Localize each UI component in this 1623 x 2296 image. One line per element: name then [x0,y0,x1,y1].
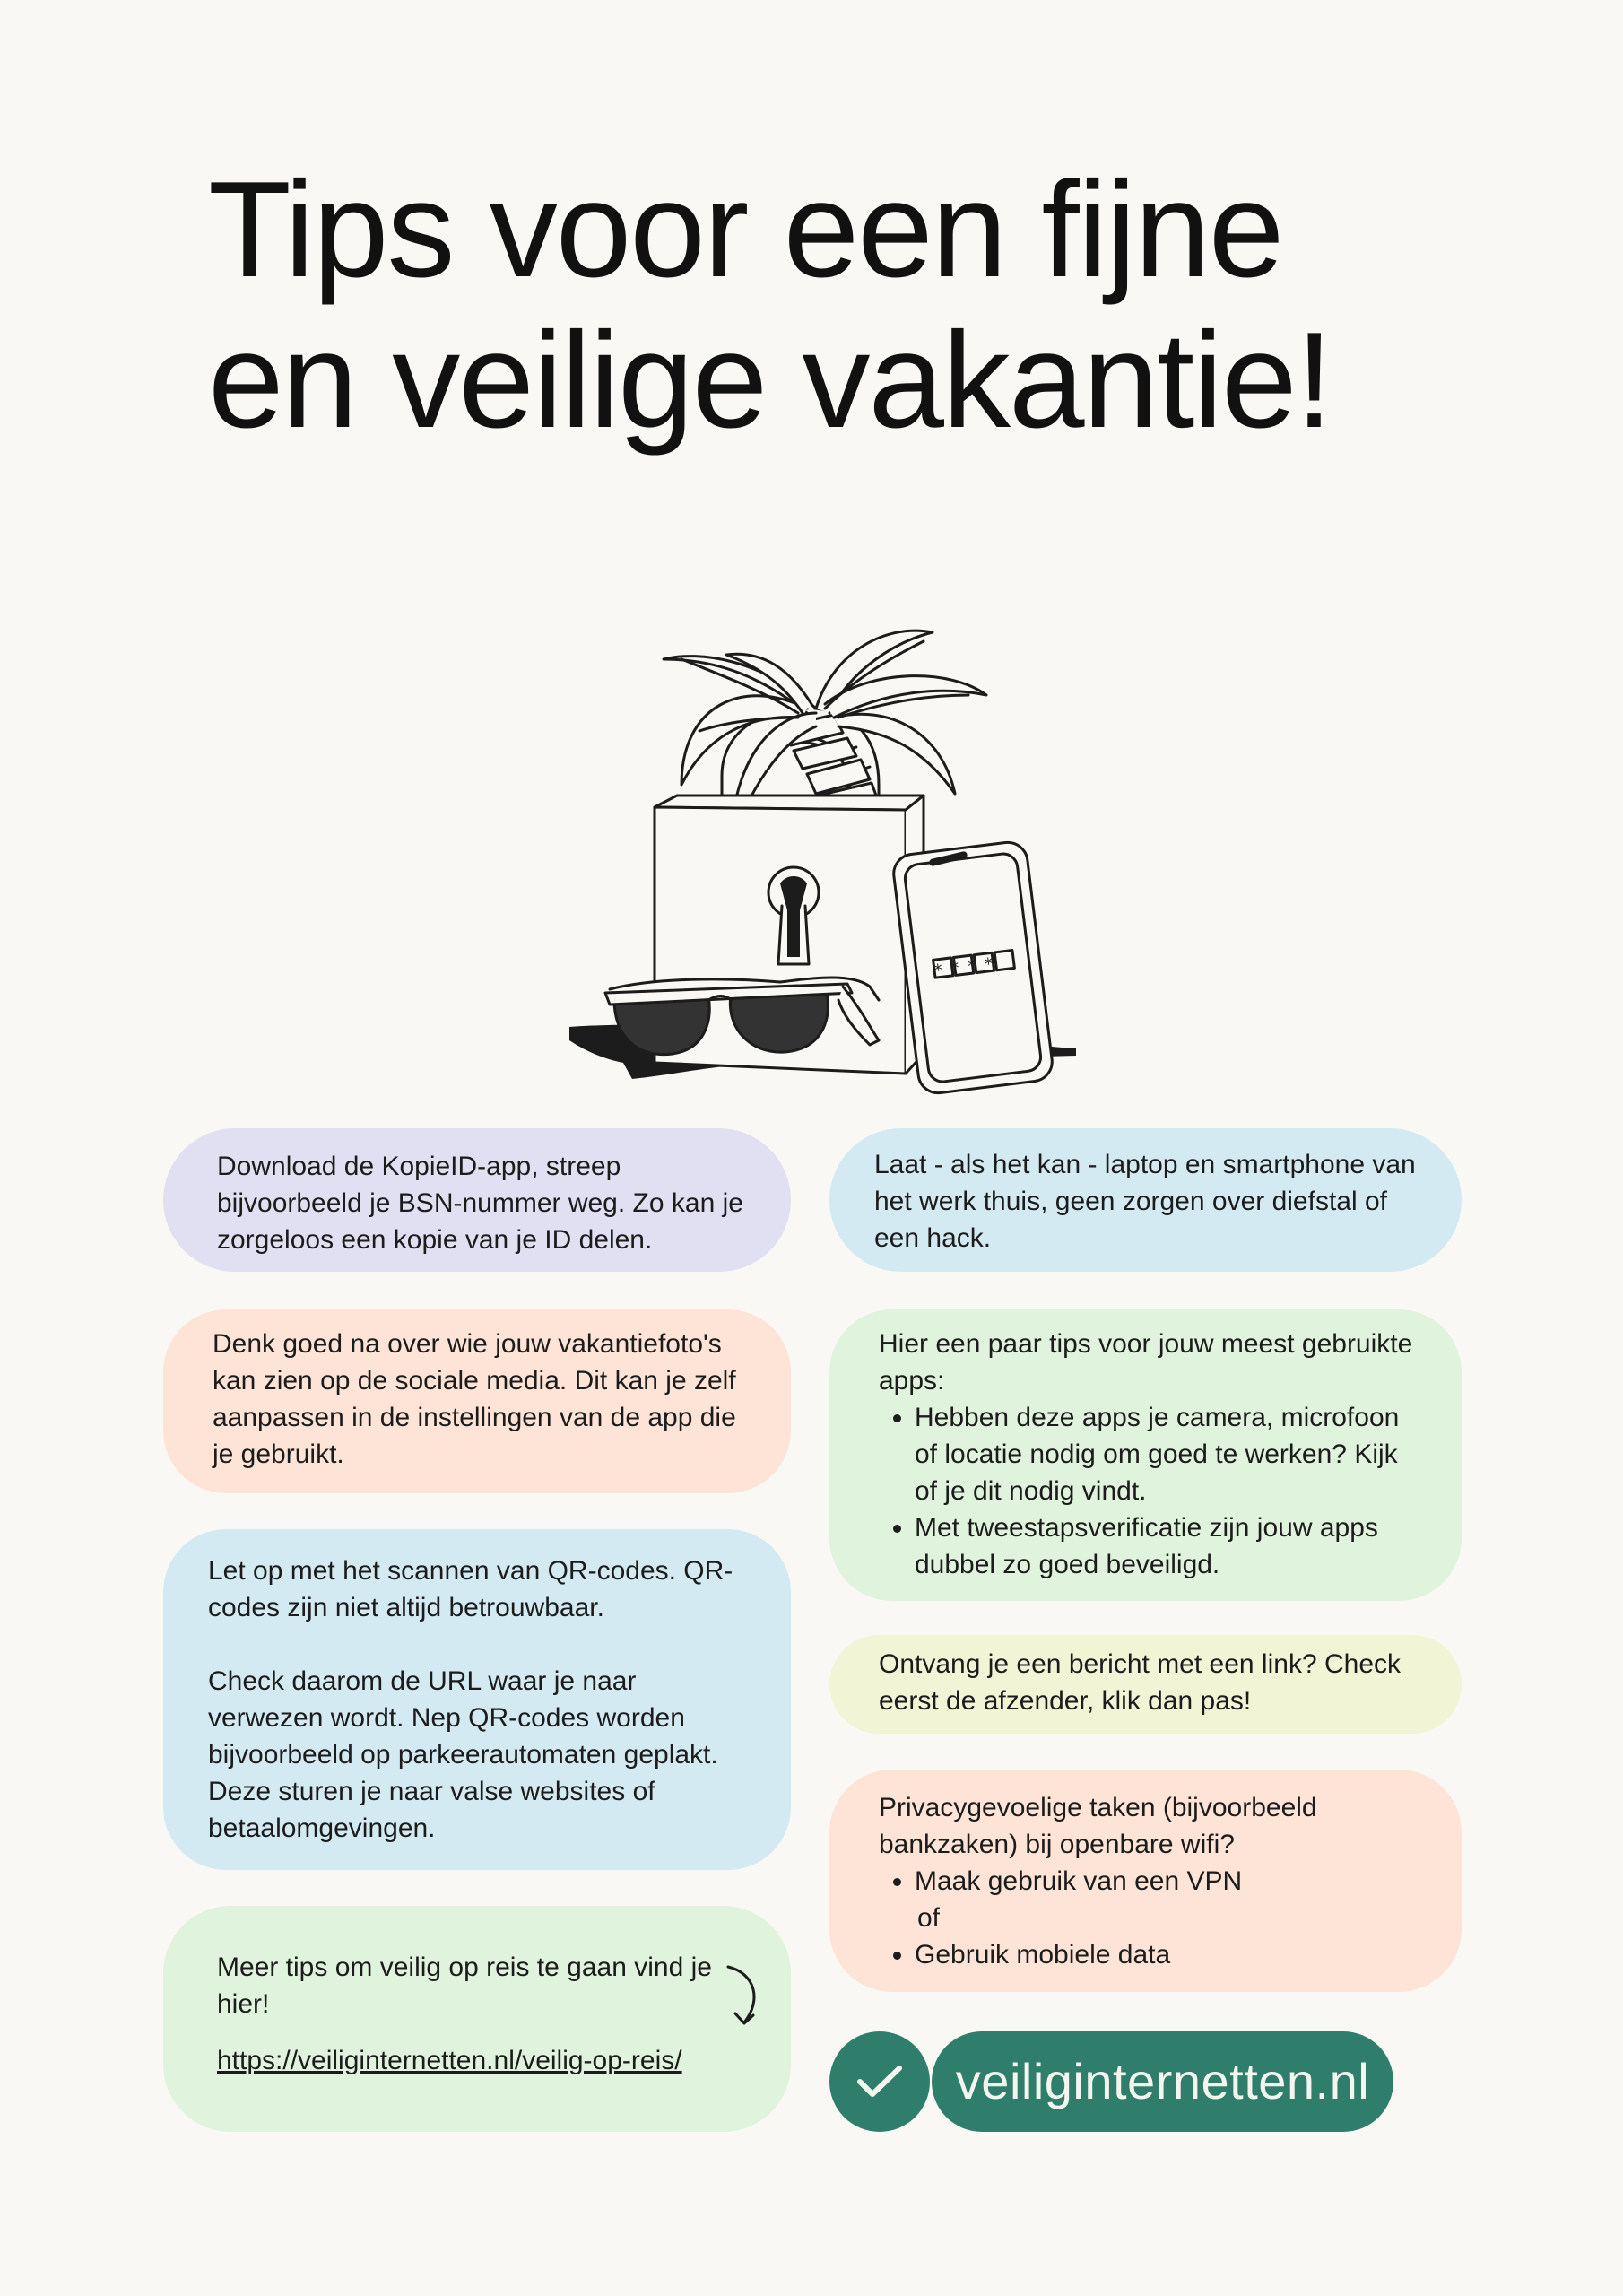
tip-card-qr [163,1529,791,1870]
padlock-palm-illustration [547,525,1085,1099]
page-title [208,154,1481,456]
brand-logo [829,2031,1462,2132]
tip-wifi-list [879,1863,1426,1900]
tip-apps-intro: Hier een paar tips voor jouw meest gebruikte apps: [879,1329,1413,1396]
tip-laptop-text: Laat - als het kan - laptop en smartphone van het werk thuis, geen zorgen over diefstal of een hack. [874,1150,1416,1253]
tip-wifi-intro: Privacygevoelige taken (bijvoorbeeld bankzaken) bij openbare wifi? [879,1793,1317,1859]
tip-qr-paragraph-2: Check daarom de URL waar je naar verwezen wordt. Nep QR-codes worden bijvoorbeeld op parkeerautomaten geplakt. Deze sturen je naar valse websites of betaalomgevingen. [208,1666,718,1843]
curved-arrow-icon [719,1960,773,2031]
list-item: • Hebben deze apps je camera, microfoon of locatie nodig om goed te werken? Kijk of je dit nodig vindt. [915,1399,1426,1509]
tip-card-kopieid [163,1128,791,1272]
tip-qr-paragraph-1: Let op met het scannen van QR-codes. QR-codes zijn niet altijd betrouwbaar. [208,1556,733,1622]
logo-text: veiliginternetten.nl [932,2031,1393,2132]
tip-card-apps [829,1309,1462,1601]
tip-wifi-list-2 [879,1936,1426,1973]
tip-wifi-or: of [917,1903,941,1933]
tip-card-wifi [829,1770,1462,1992]
tip-card-laptop [829,1128,1462,1272]
tip-card-photos [163,1309,791,1493]
list-item: • Gebruik mobiele data [915,1936,1426,1973]
list-item: • Met tweestapsverificatie zijn jouw apps dubbel zo goed beveiligd. [915,1509,1426,1583]
tip-photos-text: Denk goed na over wie jouw vakantiefoto's kan zien op de sociale media. Dit kan je zelf aanpassen in de instellingen van de app die je gebruikt. [213,1329,736,1469]
title-line-2: en veilige vakantie! [208,304,1332,457]
tip-link-text: Ontvang je een bericht met een link? Check eerst de afzender, klik dan pas! [879,1649,1401,1716]
tip-card-link-message [829,1635,1462,1734]
tip-kopieid-text: Download de KopieID-app, streep bijvoorbeeld je BSN-nummer weg. Zo kan je zorgeloos een kopie van je ID delen. [217,1152,743,1255]
more-tips-card [163,1906,791,2132]
more-tips-text: Meer tips om veilig op reis te gaan vind je hier! [217,1952,712,2019]
check-icon [829,2031,930,2132]
phone-code: **** [932,953,1002,981]
list-item: • Maak gebruik van een VPN [915,1863,1426,1900]
title-line-1: Tips voor een fijne [208,153,1283,306]
more-tips-link[interactable]: https://veiliginternetten.nl/veilig-op-reis/ [217,2046,682,2075]
tip-apps-list [879,1399,1426,1583]
